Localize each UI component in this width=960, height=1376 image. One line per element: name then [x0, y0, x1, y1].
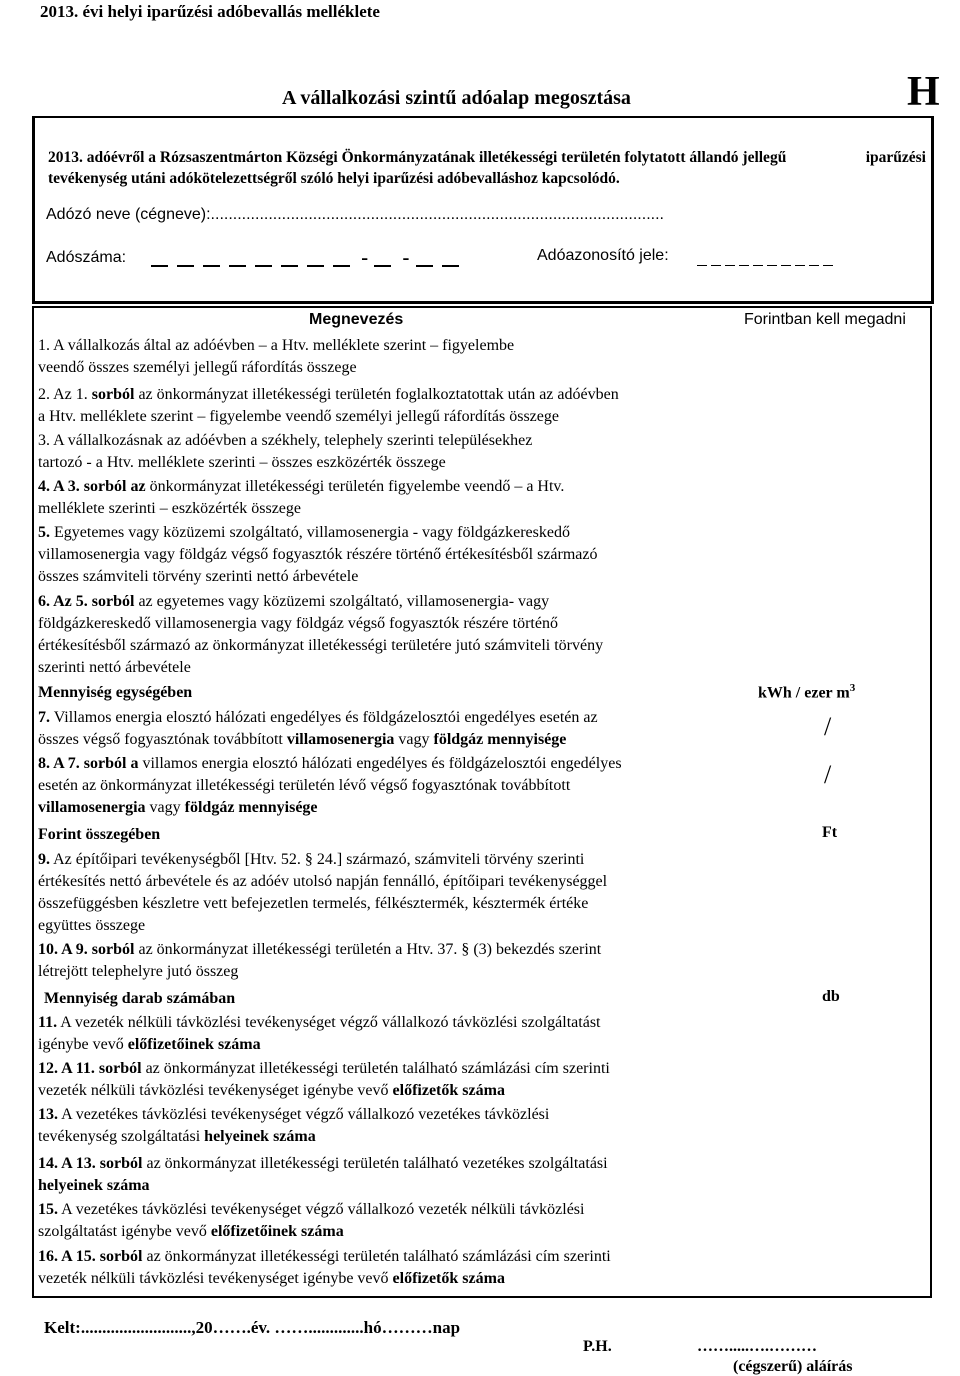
- section-quantity-label: Mennyiség egységében: [38, 684, 193, 701]
- table-row: 11. A vezeték nélküli távközlési tevékenységet végző vállalkozó távközlési szolgáltatást igénybe vevő előfizetőinek száma: [38, 1014, 601, 1053]
- section-count-label: Mennyiség darab számában: [44, 990, 236, 1007]
- taxpayer-name-field[interactable]: Adózó neve (cégneve):......................................................................................................: [46, 206, 664, 223]
- table-row: 14. A 13. sorból az önkormányzat illetékességi területén található vezetékes szolgáltatási helyeinek száma: [38, 1155, 608, 1194]
- table-row: 5. Egyetemes vagy közüzemi szolgáltató, villamosenergia - vagy földgázkereskedő villamosenergia vagy földgáz végső fogyasztók részére történő értékesítésből származó összes számviteli törvény szerinti nettó árbevétele: [38, 524, 598, 585]
- signature-line[interactable]: …….....….………: [697, 1338, 817, 1355]
- intro-line-2: tevékenység utáni adókötelezettségről szóló helyi iparűzési adóbevalláshoz kapcsolódó.: [48, 170, 620, 187]
- table-row: 10. A 9. sorból az önkormányzat illetékességi területén a Htv. 37. § (3) bekezdés szerint létrejött telephelyre jutó összeg: [38, 941, 602, 980]
- table-row: 8. A 7. sorból a villamos energia elosztó hálózati engedélyes és földgázelosztói engedélyes esetén az önkormányzat illetékességi területén lévő végső fogyasztónak továbbított villamosenergia vagy földgáz mennyisége: [38, 755, 622, 816]
- table-row: 3. A vállalkozásnak az adóévben a székhely, telephely szerinti településekhez tartozó - a Htv. melléklete szerinti – összes eszközérték összege: [38, 432, 533, 471]
- form-letter: H: [907, 69, 940, 115]
- unit-slash: /: [824, 712, 832, 741]
- tax-number-label: Adószáma:: [46, 249, 127, 266]
- unit-slash: /: [824, 760, 832, 789]
- document-title: A vállalkozási szintű adóalap megosztása: [282, 87, 631, 109]
- stamp-place-label: P.H.: [583, 1338, 612, 1355]
- table-row: 2. Az 1. sorból az önkormányzat illetékességi területén foglalkoztatottak után az adóévben a Htv. melléklete szerint – figyelembe veendő személyi jellegű ráfordítás összege: [38, 386, 619, 425]
- column-header-name: Megnevezés: [309, 311, 404, 328]
- table-row: 12. A 11. sorból az önkormányzat illetékességi területén található számlázási cím szerinti vezeték nélküli távközlési tevékenységet igénybe vevő előfizetők száma: [38, 1060, 610, 1099]
- table-row: 15. A vezetékes távközlési tevékenységet végző vállalkozó vezeték nélküli távközlési szolgáltatást igénybe vevő előfizetőinek száma: [38, 1201, 585, 1240]
- form-top-title: 2013. évi helyi iparűzési adóbevallás melléklete: [40, 2, 380, 21]
- tax-number-field[interactable]: Adószáma: - -: [46, 247, 468, 267]
- intro-line-1-tail: iparűzési: [865, 149, 926, 166]
- section-count-unit: db: [822, 988, 840, 1005]
- section-forint-unit: Ft: [822, 824, 838, 841]
- table-row: 9. Az építőipari tevékenységből [Htv. 52. § 24.] származó, számviteli törvény szerinti értékesítés nettó árbevétele és az adóév utolsó napján fennálló, építőipari tevékenységgel összefüggésben készletre vett befejezetlen termelés, félkésztermék, késztermék értéke együttes összege: [38, 851, 608, 934]
- section-forint-label: Forint összegében: [38, 826, 161, 843]
- tax-id-field[interactable]: [697, 247, 837, 271]
- signature-label: (cégszerű) aláírás: [733, 1358, 853, 1375]
- tax-id-label: Adóazonosító jele:: [537, 247, 669, 264]
- table-row: 7. Villamos energia elosztó hálózati engedélyes és földgázelosztói engedélyes esetén az összes végső fogyasztónak továbbított villamosenergia vagy földgáz mennyisége: [38, 709, 598, 748]
- section-quantity-unit: kWh / ezer $m^3$: [758, 682, 856, 702]
- intro-line-1: 2013. adóévről a Rózsaszentmárton Községi Önkormányzatának illetékességi területén folytatott állandó jellegű: [48, 149, 787, 166]
- intro-text: [48, 147, 938, 189]
- table-row: 16. A 15. sorból az önkormányzat illetékességi területén található számlázási cím szerinti vezeték nélküli távközlési tevékenységet igénybe vevő előfizetők száma: [38, 1248, 611, 1287]
- table-row: 1. A vállalkozás által az adóévben – a Htv. melléklete szerint – figyelembe veendő összes személyi jellegű ráfordítás összege: [38, 337, 515, 376]
- table-row: 13. A vezetékes távközlési tevékenységet végző vállalkozó vezetékes távközlési tevékenység szolgáltatási helyeinek száma: [38, 1106, 550, 1145]
- table-row: 6. Az 5. sorból az egyetemes vagy közüzemi szolgáltató, villamosenergia- vagy földgázkereskedő villamosenergia vagy földgáz végső fogyasztók részére történő értékesítésből származó az önkormányzat illetékességi területére jutó számviteli törvény szerinti nettó árbevétele: [38, 593, 604, 676]
- table-row: 4. A 3. sorból az önkormányzat illetékességi területén figyelembe veendő – a Htv. melléklete szerinti – eszközérték összege: [38, 478, 565, 517]
- column-header-value: Forintban kell megadni: [744, 311, 906, 328]
- date-place-field[interactable]: Kelt:..........................,20…….év. …….............hó………nap: [44, 1318, 461, 1337]
